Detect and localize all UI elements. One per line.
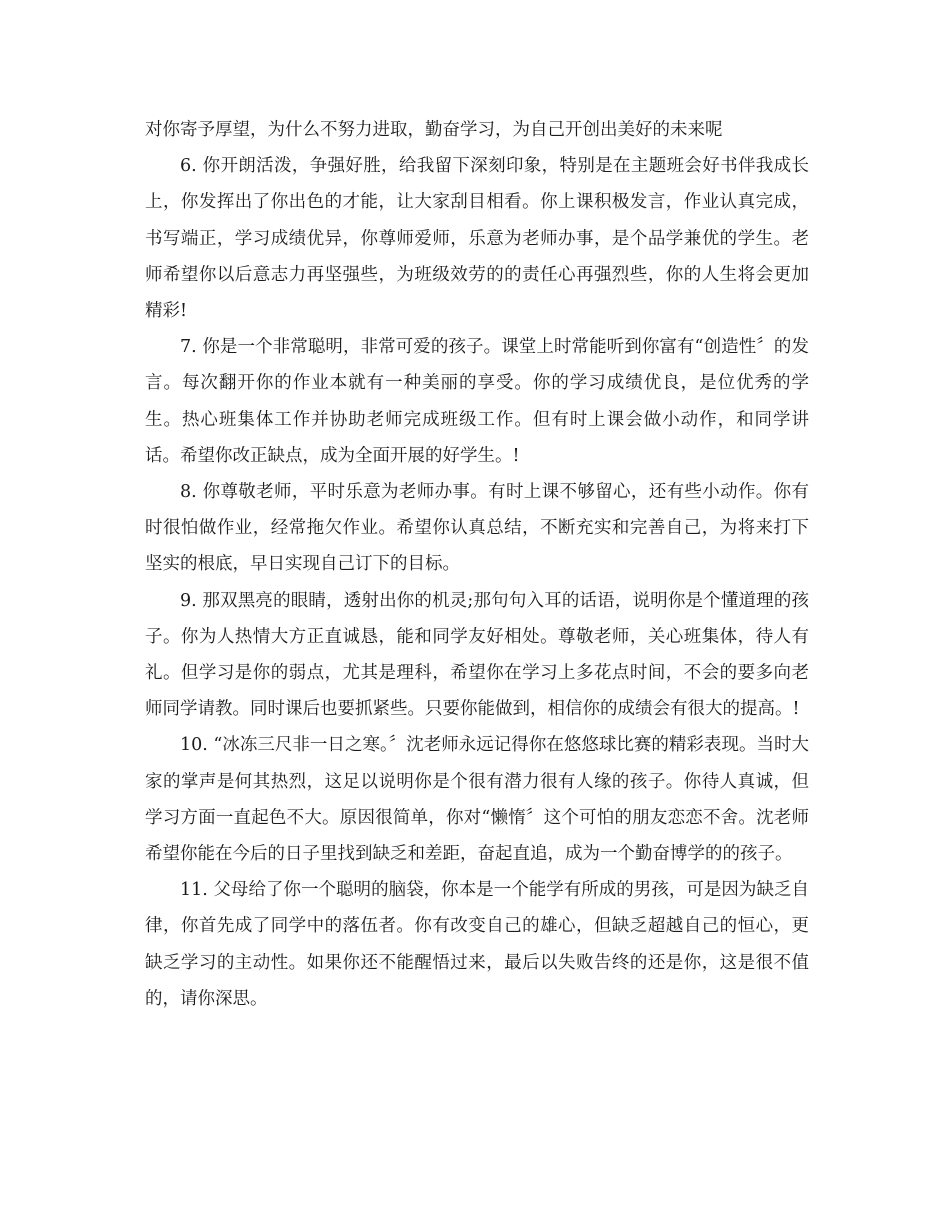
paragraph-comment-11: 11. 父母给了你一个聪明的脑袋，你本是一个能学有所成的男孩，可是因为缺乏自律，你首先成了同学中的落伍者。你有改变自己的雄心，但缺乏超越自己的恒心，更缺乏学习的主动性。如果你还不能醒悟过来，最后以失败告终的还是你，这是很不值的，请你深思。 bbox=[145, 880, 809, 1009]
paragraph-continuation: 对你寄予厚望，为什么不努力进取，勤奋学习，为自己开创出美好的未来呢 bbox=[145, 120, 723, 140]
paragraph-comment-9: 9. 那双黑亮的眼睛，透射出你的机灵;那句句入耳的话语，说明你是个懂道理的孩子。你为人热情大方正直诚恳，能和同学友好相处。尊敬老师，关心班集体，待人有礼。但学习是你的弱点，尤其是理科，希望你在学习上多花点时间，不会的要多向老师同学请教。同时课后也要抓紧些。只要你能做到，相信你的成绩会有很大的提高。! bbox=[145, 590, 809, 720]
document-body bbox=[145, 112, 809, 1017]
paragraph-comment-7: 7. 你是一个非常聪明，非常可爱的孩子。课堂上时常能听到你富有“创造性〞的发言。每次翻开你的作业本就有一种美丽的享受。你的学习成绩优良，是位优秀的学生。热心班集体工作并协助老师完成班级工作。但有时上课会做小动作，和同学讲话。希望你改正缺点，成为全面开展的好学生。! bbox=[145, 337, 809, 466]
paragraph-comment-8: 8. 你尊敬老师，平时乐意为老师办事。有时上课不够留心，还有些小动作。你有时很怕做作业，经常拖欠作业。希望你认真总结，不断充实和完善自己，为将来打下坚实的根底，早日实现自己订下的目标。 bbox=[145, 482, 809, 575]
paragraph-comment-6: 6. 你开朗活泼，争强好胜，给我留下深刻印象，特别是在主题班会好书伴我成长上，你发挥出了你出色的才能，让大家刮目相看。你上课积极发言，作业认真完成，书写端正，学习成绩优异，你尊师爱师，乐意为老师办事，是个品学兼优的学生。老师希望你以后意志力再坚强些，为班级效劳的的责任心再强烈些，你的人生将会更加精彩! bbox=[145, 156, 809, 322]
paragraph-comment-10: 10. “冰冻三尺非一日之寒。〞沈老师永远记得你在悠悠球比赛的精彩表现。当时大家的掌声是何其热烈，这足以说明你是个很有潜力很有人缘的孩子。你待人真诚，但学习方面一直起色不大。原因很简单，你对“懒惰〞这个可怕的朋友恋恋不舍。沈老师希望你能在今后的日子里找到缺乏和差距，奋起直追，成为一个勤奋博学的的孩子。 bbox=[145, 735, 809, 865]
